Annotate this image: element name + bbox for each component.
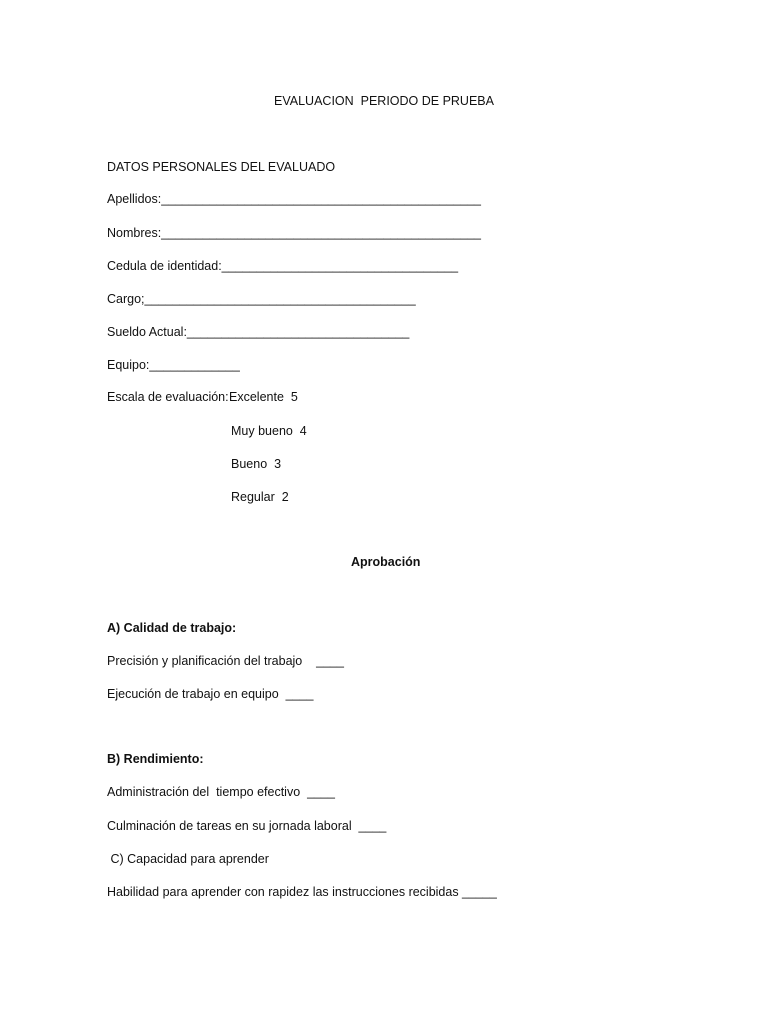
section-c-item: Habilidad para aprender con rapidez las instrucciones recibidas _____	[107, 885, 497, 899]
approval-heading: Aprobación	[351, 555, 421, 569]
section-a-item: Ejecución de trabajo en equipo ____	[107, 687, 314, 701]
personal-data-heading: DATOS PERSONALES DEL EVALUADO	[107, 160, 336, 174]
scale-item-muy-bueno: Muy bueno 4	[231, 424, 307, 438]
document-title: EVALUACION PERIODO DE PRUEBA	[274, 94, 494, 108]
scale-label: Escala de evaluación:	[107, 390, 229, 404]
field-equipo: Equipo:_____________	[107, 358, 240, 372]
section-a-item: Precisión y planificación del trabajo ____	[107, 654, 344, 668]
scale-item-bueno: Bueno 3	[231, 457, 282, 471]
scale-item-regular: Regular 2	[231, 490, 289, 504]
section-c-heading: C) Capacidad para aprender	[107, 852, 269, 866]
field-nombres: Nombres:______________________________________________	[107, 226, 481, 240]
section-b-item: Administración del tiempo efectivo ____	[107, 785, 335, 799]
field-cedula: Cedula de identidad:__________________________________	[107, 259, 459, 273]
field-sueldo: Sueldo Actual:________________________________	[107, 325, 410, 339]
field-cargo: Cargo;_______________________________________	[107, 292, 416, 306]
field-apellidos: Apellidos:______________________________________________	[107, 192, 481, 206]
section-a-heading: A) Calidad de trabajo:	[107, 621, 237, 635]
section-b-item: Culminación de tareas en su jornada laboral ____	[107, 819, 387, 833]
scale-item-excelente: Excelente 5	[229, 390, 298, 404]
section-b-heading: B) Rendimiento:	[107, 752, 204, 766]
